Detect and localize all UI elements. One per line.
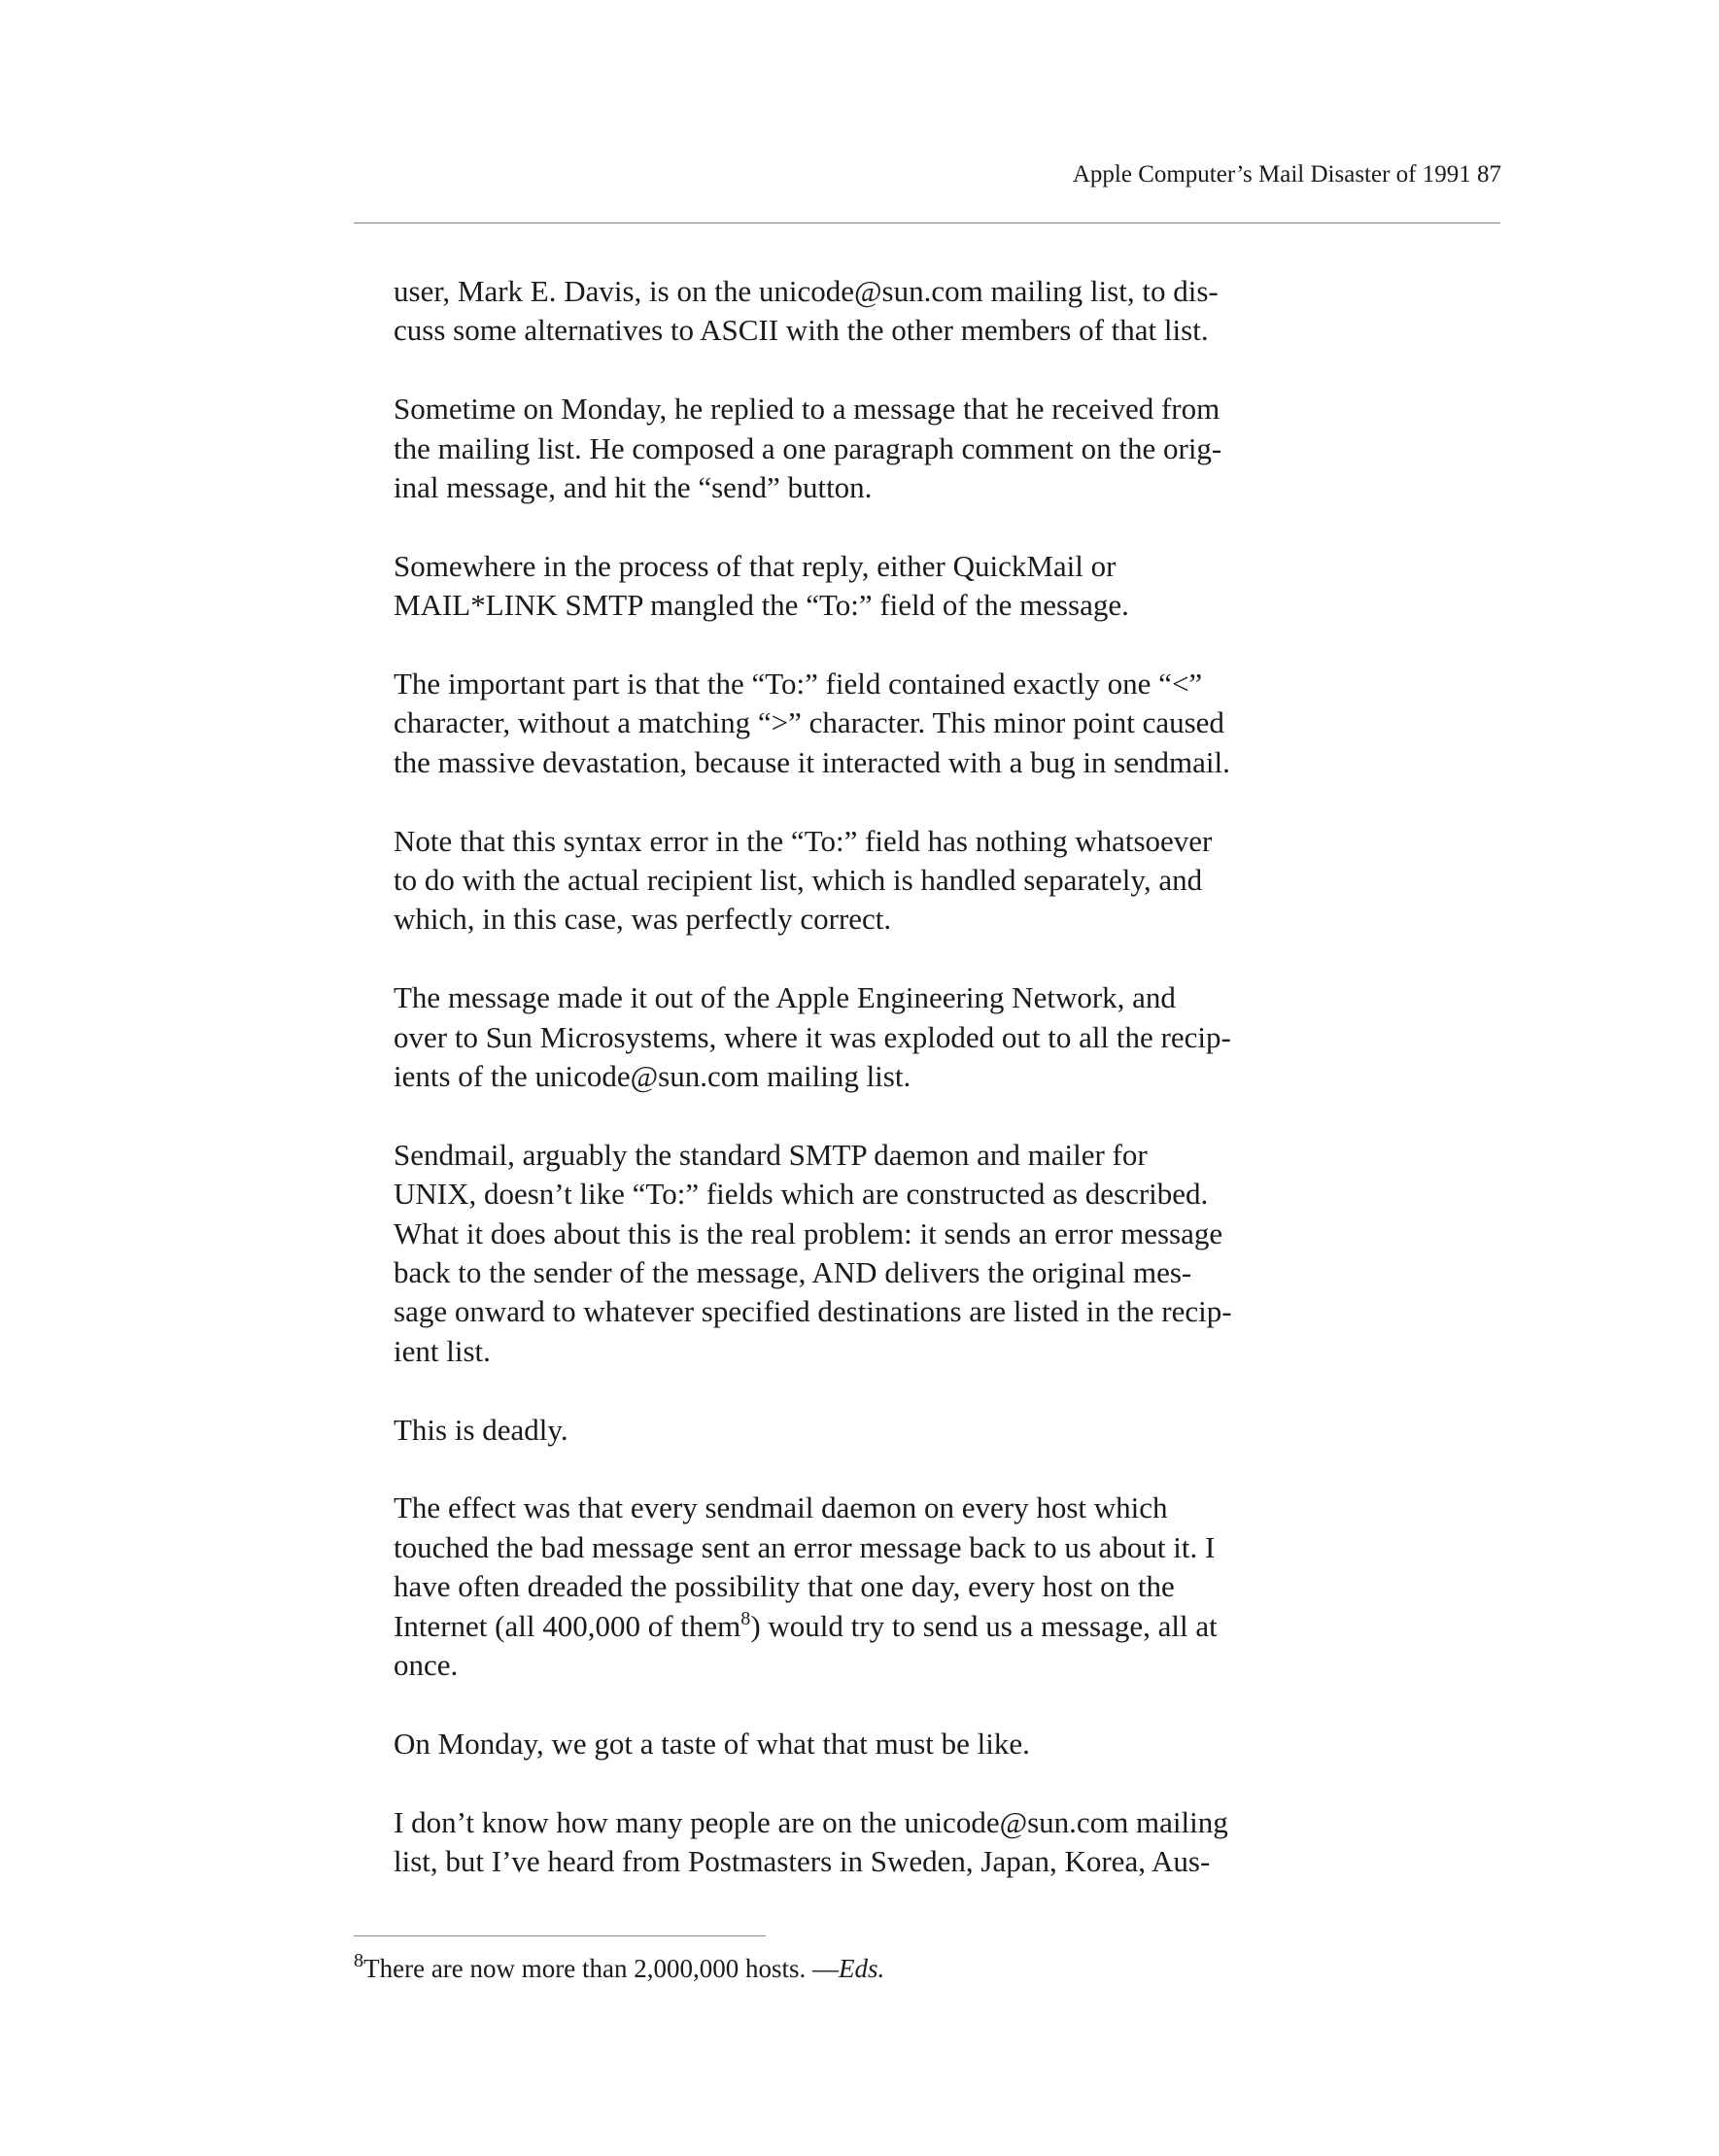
text-line: Sometime on Monday, he replied to a message that he received from — [394, 392, 1220, 427]
text-line: The effect was that every sendmail daemon on every host which — [394, 1490, 1168, 1525]
paragraph — [394, 822, 1307, 940]
text-line: to do with the actual recipient list, which is handled separately, and — [394, 863, 1203, 898]
paragraph — [394, 547, 1307, 626]
footnote-number: 8 — [354, 1949, 364, 1971]
paragraph — [394, 1136, 1307, 1371]
paragraph — [394, 1803, 1307, 1882]
text-line: list, but I’ve heard from Postmasters in Sweden, Japan, Korea, Aus- — [394, 1844, 1211, 1879]
text-line: MAIL*LINK SMTP mangled the “To:” field of the message. — [394, 588, 1129, 623]
paragraph — [394, 272, 1307, 351]
paragraph — [394, 665, 1307, 782]
text-line: sage onward to whatever specified destinations are listed in the recip- — [394, 1294, 1232, 1329]
text-line: back to the sender of the message, AND delivers the original mes- — [394, 1255, 1192, 1290]
paragraph — [394, 1411, 1307, 1450]
footnote — [354, 1949, 885, 1985]
paragraph — [394, 978, 1307, 1096]
text-line: once. — [394, 1648, 459, 1683]
text-fragment: Internet (all 400,000 of them — [394, 1608, 741, 1643]
footnote-text: There are now more than 2,000,000 hosts. — — [363, 1954, 840, 1983]
text-line — [394, 1607, 1307, 1646]
text-line: cuss some alternatives to ASCII with the other members of that list. — [394, 313, 1209, 348]
header-rule — [354, 222, 1500, 223]
text-line: user, Mark E. Davis, is on the unicode@sun.com mailing list, to dis- — [394, 274, 1219, 308]
text-line: ient list. — [394, 1333, 491, 1368]
text-line: On Monday, we got a taste of what that must be like. — [394, 1726, 1030, 1761]
text-line: Note that this syntax error in the “To:” field has nothing whatsoever — [394, 823, 1213, 858]
text-line: inal message, and hit the “send” button. — [394, 470, 873, 505]
text-line: over to Sun Microsystems, where it was exploded out to all the recip- — [394, 1019, 1231, 1054]
text-line: ients of the unicode@sun.com mailing list. — [394, 1059, 911, 1094]
text-line: This is deadly. — [394, 1412, 568, 1447]
footnote-attribution: Eds. — [839, 1954, 885, 1983]
footnote-rule — [354, 1935, 766, 1936]
text-line: The message made it out of the Apple Engineering Network, and — [394, 980, 1176, 1015]
text-line: What it does about this is the real problem: it sends an error message — [394, 1215, 1223, 1250]
text-line: the mailing list. He composed a one paragraph comment on the orig- — [394, 430, 1222, 465]
text-line: character, without a matching “>” character. This minor point caused — [394, 705, 1224, 740]
running-head: Apple Computer’s Mail Disaster of 1991 87 — [1072, 161, 1501, 188]
text-line: Sendmail, arguably the standard SMTP daemon and mailer for — [394, 1137, 1148, 1172]
paragraph — [394, 390, 1307, 507]
footnote-reference: 8 — [740, 1607, 751, 1629]
text-line: Somewhere in the process of that reply, either QuickMail or — [394, 548, 1117, 583]
body-text — [394, 272, 1307, 1921]
text-fragment: ) would try to send us a message, all at — [750, 1608, 1218, 1643]
text-line: touched the bad message sent an error message back to us about it. I — [394, 1529, 1216, 1564]
text-line: which, in this case, was perfectly correct. — [394, 902, 892, 937]
text-line: the massive devastation, because it interacted with a bug in sendmail. — [394, 744, 1230, 779]
text-line: UNIX, doesn’t like “To:” fields which are constructed as described. — [394, 1177, 1209, 1212]
text-line: have often dreaded the possibility that one day, every host on the — [394, 1569, 1175, 1604]
paragraph — [394, 1725, 1307, 1763]
paragraph — [394, 1489, 1307, 1685]
text-line: The important part is that the “To:” field contained exactly one “<” — [394, 667, 1203, 702]
text-line: I don’t know how many people are on the unicode@sun.com mailing — [394, 1804, 1228, 1839]
